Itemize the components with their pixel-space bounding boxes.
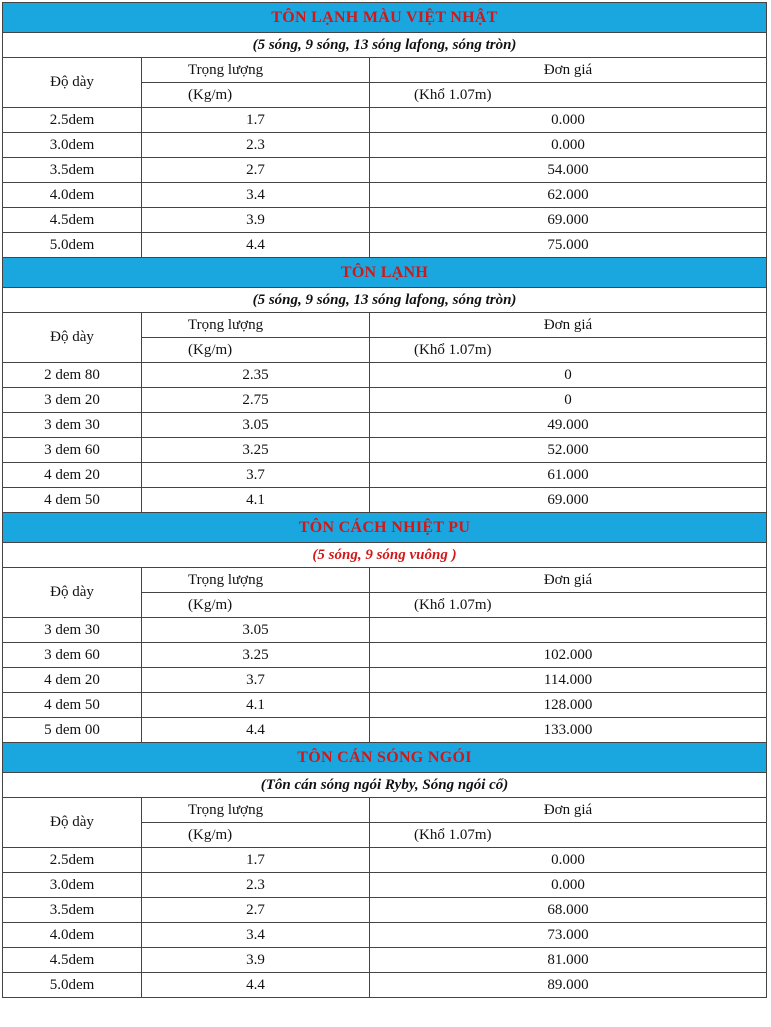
header-row [3, 568, 767, 593]
weight-cell: 4.1 [142, 693, 370, 718]
thickness-cell: 3 dem 30 [3, 413, 142, 438]
header-weight-unit: (Kg/m) [142, 83, 370, 108]
price-cell: 0.000 [370, 108, 767, 133]
price-cell: 102.000 [370, 643, 767, 668]
table-row [3, 643, 767, 668]
thickness-cell: 4 dem 20 [3, 668, 142, 693]
table-row [3, 488, 767, 513]
thickness-cell: 3.5dem [3, 158, 142, 183]
section-subtitle-row [3, 33, 767, 58]
price-cell: 133.000 [370, 718, 767, 743]
thickness-cell: 2 dem 80 [3, 363, 142, 388]
price-cell: 73.000 [370, 923, 767, 948]
table-row [3, 388, 767, 413]
table-row [3, 463, 767, 488]
weight-cell: 2.75 [142, 388, 370, 413]
section-title-row [3, 743, 767, 773]
table-row [3, 108, 767, 133]
header-price-unit: (Khổ 1.07m) [370, 338, 767, 363]
header-price: Đơn giá [370, 798, 767, 823]
thickness-cell: 4.0dem [3, 923, 142, 948]
header-weight-unit: (Kg/m) [142, 593, 370, 618]
header-weight: Trọng lượng [142, 568, 370, 593]
weight-cell: 2.35 [142, 363, 370, 388]
section-subtitle-row [3, 543, 767, 568]
section-title-row [3, 513, 767, 543]
weight-cell: 2.7 [142, 898, 370, 923]
table-row [3, 158, 767, 183]
price-cell: 62.000 [370, 183, 767, 208]
section-title: TÔN LẠNH MÀU VIỆT NHẬT [3, 3, 767, 33]
section-subtitle-row [3, 288, 767, 313]
weight-cell: 3.25 [142, 643, 370, 668]
header-price: Đơn giá [370, 313, 767, 338]
weight-cell: 3.4 [142, 923, 370, 948]
weight-cell: 3.05 [142, 618, 370, 643]
weight-cell: 3.7 [142, 668, 370, 693]
weight-cell: 3.4 [142, 183, 370, 208]
price-cell: 75.000 [370, 233, 767, 258]
header-price-unit: (Khổ 1.07m) [370, 823, 767, 848]
header-weight-unit: (Kg/m) [142, 823, 370, 848]
price-cell: 69.000 [370, 208, 767, 233]
thickness-cell: 4 dem 50 [3, 693, 142, 718]
price-cell: 0 [370, 388, 767, 413]
weight-cell: 2.3 [142, 133, 370, 158]
thickness-cell: 4 dem 20 [3, 463, 142, 488]
price-table-body [3, 3, 767, 998]
section-subtitle: (Tôn cán sóng ngói Ryby, Sóng ngói cổ) [3, 773, 767, 798]
thickness-cell: 4.0dem [3, 183, 142, 208]
thickness-cell: 3 dem 30 [3, 618, 142, 643]
header-thickness: Độ dày [3, 798, 142, 848]
table-row [3, 183, 767, 208]
price-cell: 0.000 [370, 873, 767, 898]
weight-cell: 4.4 [142, 973, 370, 998]
table-row [3, 873, 767, 898]
header-weight: Trọng lượng [142, 798, 370, 823]
section-subtitle: (5 sóng, 9 sóng, 13 sóng lafong, sóng tròn) [3, 288, 767, 313]
price-table [2, 2, 767, 998]
thickness-cell: 3 dem 20 [3, 388, 142, 413]
thickness-cell: 3.5dem [3, 898, 142, 923]
weight-cell: 3.9 [142, 208, 370, 233]
header-thickness: Độ dày [3, 313, 142, 363]
price-cell: 128.000 [370, 693, 767, 718]
section-title: TÔN LẠNH [3, 258, 767, 288]
weight-cell: 2.7 [142, 158, 370, 183]
table-row [3, 233, 767, 258]
table-row [3, 208, 767, 233]
section-title-row [3, 258, 767, 288]
thickness-cell: 5.0dem [3, 973, 142, 998]
weight-cell: 4.1 [142, 488, 370, 513]
header-price-unit: (Khổ 1.07m) [370, 593, 767, 618]
header-price: Đơn giá [370, 568, 767, 593]
price-cell [370, 618, 767, 643]
price-cell: 81.000 [370, 948, 767, 973]
header-thickness: Độ dày [3, 58, 142, 108]
table-row [3, 718, 767, 743]
header-weight: Trọng lượng [142, 313, 370, 338]
weight-cell: 4.4 [142, 233, 370, 258]
section-subtitle-row [3, 773, 767, 798]
weight-cell: 2.3 [142, 873, 370, 898]
table-row [3, 438, 767, 463]
weight-cell: 4.4 [142, 718, 370, 743]
price-cell: 52.000 [370, 438, 767, 463]
price-cell: 89.000 [370, 973, 767, 998]
header-price-unit: (Khổ 1.07m) [370, 83, 767, 108]
section-title: TÔN CÁCH NHIỆT PU [3, 513, 767, 543]
thickness-cell: 4 dem 50 [3, 488, 142, 513]
price-cell: 54.000 [370, 158, 767, 183]
table-row [3, 923, 767, 948]
price-cell: 61.000 [370, 463, 767, 488]
section-title: TÔN CÁN SÓNG NGÓI [3, 743, 767, 773]
thickness-cell: 3 dem 60 [3, 643, 142, 668]
thickness-cell: 3.0dem [3, 133, 142, 158]
price-cell: 49.000 [370, 413, 767, 438]
weight-cell: 3.25 [142, 438, 370, 463]
table-row [3, 413, 767, 438]
table-row [3, 948, 767, 973]
price-cell: 69.000 [370, 488, 767, 513]
thickness-cell: 2.5dem [3, 848, 142, 873]
price-list [2, 2, 766, 998]
price-cell: 0.000 [370, 133, 767, 158]
thickness-cell: 3.0dem [3, 873, 142, 898]
table-row [3, 363, 767, 388]
weight-cell: 1.7 [142, 848, 370, 873]
thickness-cell: 5.0dem [3, 233, 142, 258]
price-cell: 68.000 [370, 898, 767, 923]
price-cell: 0 [370, 363, 767, 388]
weight-cell: 1.7 [142, 108, 370, 133]
thickness-cell: 5 dem 00 [3, 718, 142, 743]
header-thickness: Độ dày [3, 568, 142, 618]
table-row [3, 693, 767, 718]
header-row [3, 313, 767, 338]
table-row [3, 973, 767, 998]
section-subtitle: (5 sóng, 9 sóng vuông ) [3, 543, 767, 568]
table-row [3, 848, 767, 873]
thickness-cell: 2.5dem [3, 108, 142, 133]
section-subtitle: (5 sóng, 9 sóng, 13 sóng lafong, sóng tròn) [3, 33, 767, 58]
table-row [3, 898, 767, 923]
weight-cell: 3.7 [142, 463, 370, 488]
thickness-cell: 3 dem 60 [3, 438, 142, 463]
section-title-row [3, 3, 767, 33]
table-row [3, 618, 767, 643]
price-cell: 114.000 [370, 668, 767, 693]
table-row [3, 133, 767, 158]
table-row [3, 668, 767, 693]
thickness-cell: 4.5dem [3, 948, 142, 973]
header-row [3, 798, 767, 823]
header-price: Đơn giá [370, 58, 767, 83]
price-cell: 0.000 [370, 848, 767, 873]
header-weight-unit: (Kg/m) [142, 338, 370, 363]
header-row [3, 58, 767, 83]
weight-cell: 3.05 [142, 413, 370, 438]
weight-cell: 3.9 [142, 948, 370, 973]
header-weight: Trọng lượng [142, 58, 370, 83]
thickness-cell: 4.5dem [3, 208, 142, 233]
